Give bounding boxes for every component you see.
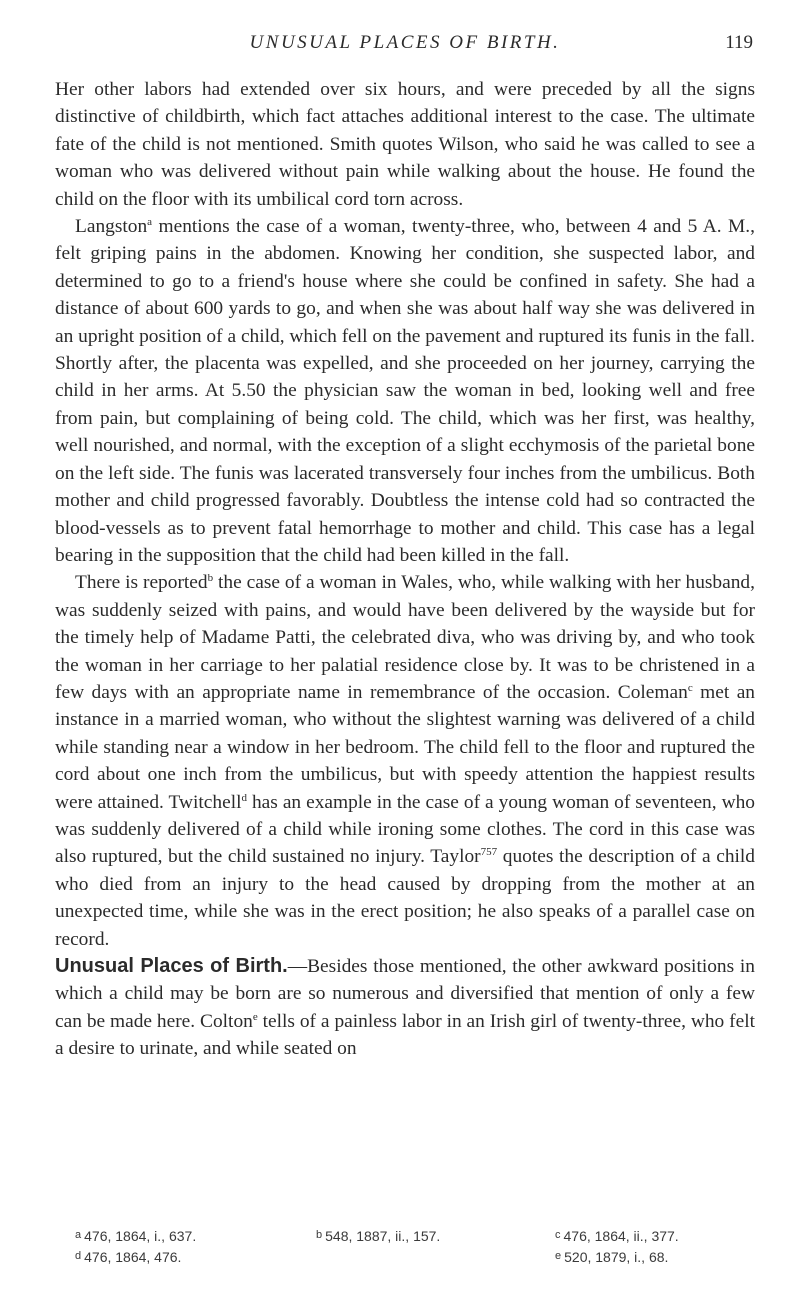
page-number: 119 [725, 32, 753, 53]
paragraph-wales [55, 569, 755, 953]
footnote-mark: a [75, 1229, 82, 1241]
footnote-text: 548, 1887, ii., 157. [325, 1228, 441, 1244]
footnote-ref-c: c [687, 681, 693, 694]
footnote-d [75, 1246, 181, 1268]
paragraph-text: mentions the case of a woman, twenty-three, who, between 4 and 5 A. M., felt griping pains in the abdomen. Knowing her condition, she suspected labor, and determined to go to a friend's house where she could be confined in safety. She had a distance of about 600 yards to go, and when she was about half way she was delivered in an upright position of a child, which fell on the pavement and ruptured its funis in the fall. Shortly after, the placenta was expelled, and she proceeded on her journey, carrying the child in her arms. At 5.50 the physician saw the woman in bed, looking well and free from pain, but complaining of being cold. The child, which was her first, was healthy, well nourished, and normal, with the exception of a slight ecchymosis of the parietal bone on the left side. The funis was lacerated transversely four inches from the umbilicus. Both mother and child progressed favorably. Doubtless the intense cold had so contracted the blood-vessels as to prevent fatal hemorrhage to mother and child. This case has a legal bearing in the supposition that the child had been killed in the fall. [55, 216, 755, 566]
footnote-ref-a: a [147, 216, 153, 229]
running-title: UNUSUAL PLACES OF BIRTH. [249, 32, 561, 53]
footnote-ref-e: e [252, 1010, 258, 1023]
em-dash: — [287, 956, 308, 977]
body-text [55, 76, 755, 1063]
footnote-row [75, 1246, 755, 1267]
footnote-mark: c [555, 1229, 561, 1241]
section-heading: Unusual Places of Birth. [55, 955, 288, 977]
paragraph-text: has an example in the case of a young woman of seventeen, who was suddenly delivered of a child while ironing some clothes. The cord in this case was also ruptured, but the child sustained no injury. Taylor [55, 791, 755, 868]
paragraph-langston [55, 213, 755, 569]
footnote-mark: e [555, 1250, 562, 1262]
footnote-ref-d: d [241, 791, 247, 804]
footnote-c [555, 1225, 679, 1247]
footnote-e [555, 1246, 668, 1268]
paragraph-text: Besides those mentioned, the other awkward positions in which a child may be born are so numerous and diversified that mention of only a few can be made here. Colton [55, 956, 755, 1032]
footnote-mark: b [316, 1229, 323, 1241]
paragraph-text: There is reported [75, 572, 208, 594]
footnote-ref-b: b [207, 572, 214, 585]
paragraph-text: tells of a painless labor in an Irish girl of twenty-three, who felt a desire to urinate, and while seated on [55, 1010, 755, 1060]
paragraph-text: the case of a woman in Wales, who, while walking with her husband, was suddenly seized with pains, and would have been delivered by the wayside but for the timely help of Madame Patti, the celebrated diva, who was driving by, and who took the woman in her carriage to her palatial residence close by. It was to be christened in a few days with an appropriate name in remembrance of the occasion. Coleman [55, 572, 755, 703]
footnote-mark: d [75, 1250, 82, 1262]
paragraph-unusual-places [55, 953, 755, 1063]
footnote-text: 476, 1864, i., 637. [84, 1228, 197, 1244]
reference-number-757: 757 [480, 846, 498, 859]
footnote-text: 476, 1864, ii., 377. [563, 1228, 679, 1244]
footnote-text: 520, 1879, i., 68. [564, 1249, 669, 1265]
footnote-a [75, 1225, 196, 1247]
paragraph-1: Her other labors had extended over six hours, and were preceded by all the signs distinctive of childbirth, which fact attaches additional interest to the case. The ultimate fate of the child is not mentioned. Smith quotes Wilson, who said he was called to see a woman who was delivered without pain while walking about the house. He found the child on the floor with its umbilical cord torn across. [55, 79, 755, 210]
footnote-b [316, 1225, 440, 1247]
footnote-row [75, 1225, 755, 1246]
running-head [55, 28, 755, 58]
author-name: Langston [75, 216, 148, 238]
footnotes [75, 1225, 755, 1267]
footnote-text: 476, 1864, 476. [84, 1249, 182, 1265]
paragraph-text: quotes the description of a child who died from an injury to the head caused by dropping from the mother at an unexpected time, while she was in the erect position; he also speaks of a parallel case on record. [55, 846, 755, 950]
book-page [55, 0, 755, 1291]
paragraph-text: met an instance in a married woman, who without the slightest warning was delivered of a child while standing near a window in her bedroom. The child fell to the floor and ruptured the cord about one inch from the umbilicus, but with speedy attention the happiest results were attained. Twitchell [55, 681, 755, 813]
